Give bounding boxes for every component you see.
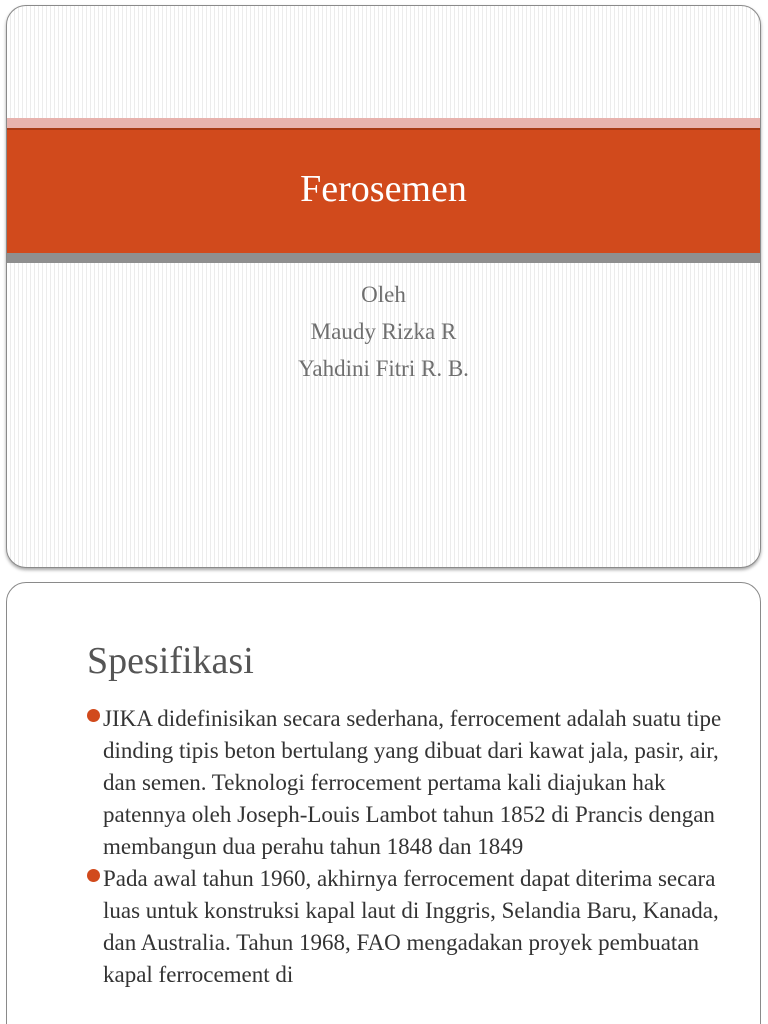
slide-title	[6, 5, 761, 568]
title-band-top	[7, 118, 760, 128]
bullet-text: Pada awal tahun 1960, akhirnya ferrocement dapat diterima secara luas untuk konstruksi kapal laut di Inggris, Selandia Baru, Kanada, dan Australia. Tahun 1968, FAO mengadakan proyek pembuatan kapal ferrocement di	[103, 866, 719, 987]
subtitle-line-oleh: Oleh	[361, 282, 406, 307]
slide-spesifikasi	[6, 582, 761, 1024]
slide-subtitle	[7, 276, 760, 387]
slide-heading: Spesifikasi	[87, 640, 254, 682]
list-item	[85, 863, 735, 991]
bullet-text: JIKA didefinisikan secara sederhana, ferrocement adalah suatu tipe dinding tipis beton bertulang yang dibuat dari kawat jala, pasir, air, dan semen. Teknologi ferrocement pertama kali diajukan hak patennya oleh Joseph-Louis Lambot tahun 1852 di Prancis dengan membangun dua perahu tahun 1848 dan 1849	[103, 706, 722, 859]
subtitle-line-author-1: Maudy Rizka R	[310, 319, 457, 344]
bullet-dot-icon	[87, 709, 100, 722]
title-band-bottom	[7, 253, 760, 263]
bullet-dot-icon	[87, 869, 100, 882]
list-item	[85, 703, 735, 863]
slide-title-text: Ferosemen	[300, 168, 467, 210]
subtitle-line-author-2: Yahdini Fitri R. B.	[298, 356, 469, 381]
bullet-list	[85, 703, 735, 991]
